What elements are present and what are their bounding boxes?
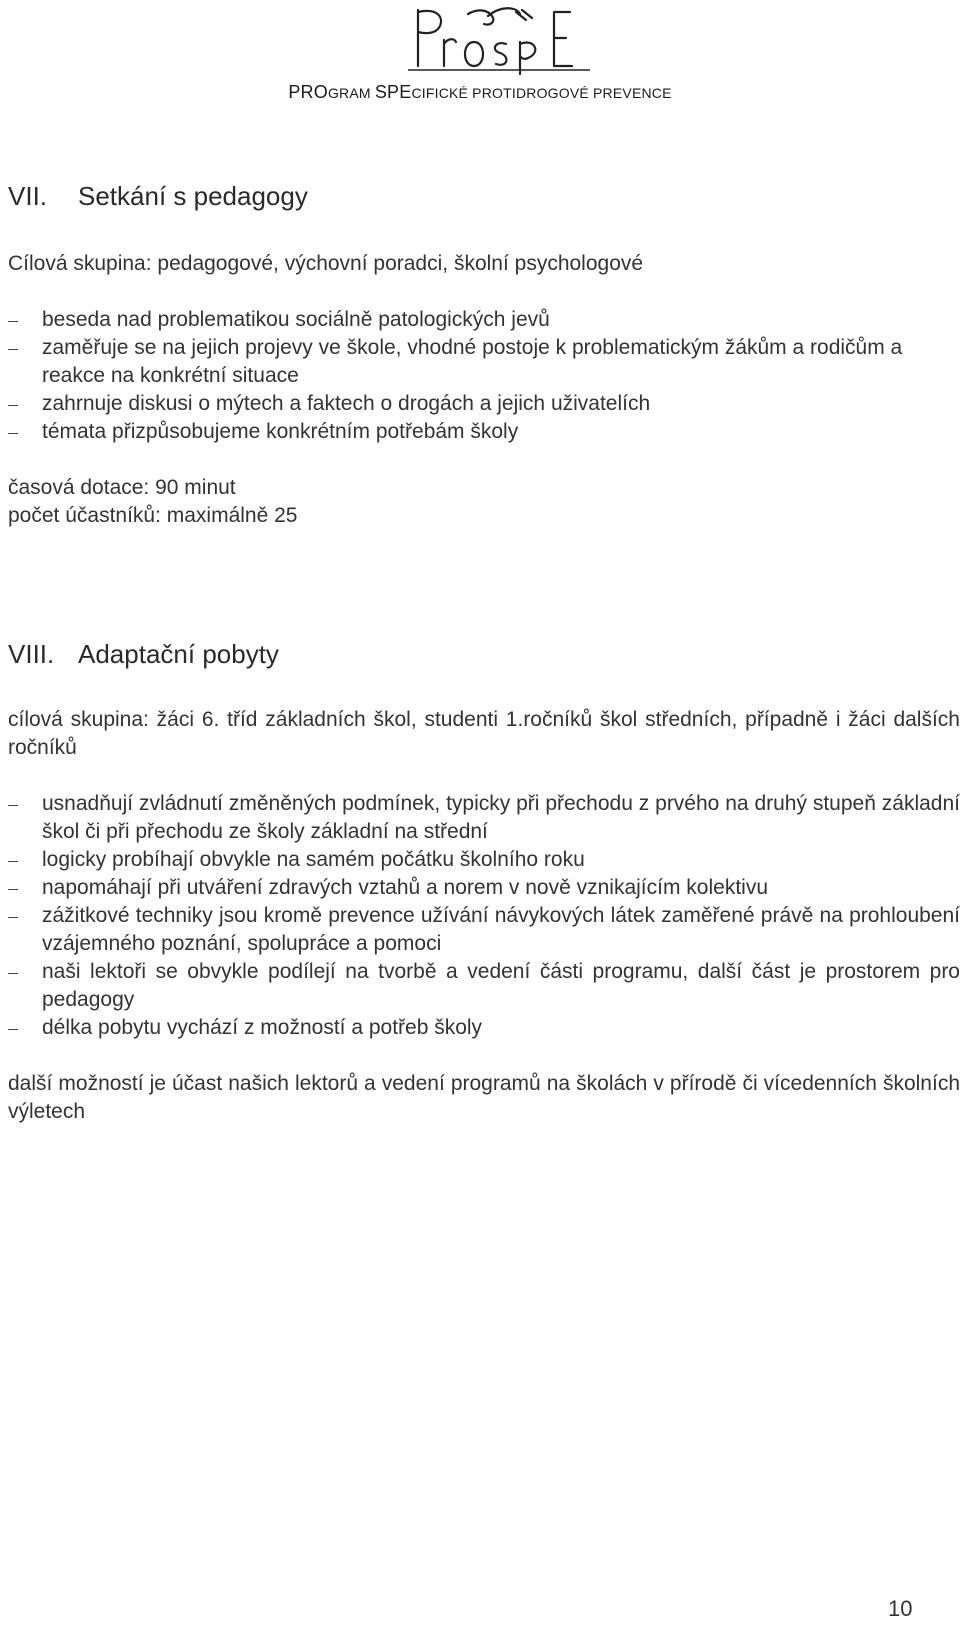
- list-item: [8, 390, 960, 418]
- dash-bullet: [8, 433, 18, 434]
- list-item: [8, 846, 960, 874]
- list-item-text: zážitkové techniky jsou kromě prevence užívání návykových látek zaměřené právě na prohloubení vzájemného poznání, spolupráce a pomoci: [42, 904, 960, 955]
- tagline-part-spe: SPE: [374, 82, 412, 102]
- participant-limit: počet účastníků: maximálně 25: [8, 504, 298, 527]
- prospe-logo: [404, 4, 594, 82]
- dash-bullet: [8, 349, 18, 350]
- section-8-title: Adaptační pobyty: [78, 639, 279, 669]
- section-8-list: [8, 790, 960, 1042]
- dash-bullet: [8, 861, 18, 862]
- list-item-text: zaměřuje se na jejich projevy ve škole, vhodné postoje k problematickým žákům a rodičům a reakce na konkrétní situace: [42, 336, 903, 387]
- section-7-target-group: Cílová skupina: pedagogové, výchovní poradci, školní psychologové: [8, 252, 644, 275]
- closing-paragraph: další možností je účast našich lektorů a vedení programů na školách v přírodě či vícedenních školních výletech: [8, 1072, 960, 1123]
- list-item-text: logicky probíhají obvykle na samém počátku školního roku: [42, 848, 585, 871]
- list-item-text: naši lektoři se obvykle podílejí na tvorbě a vedení části programu, další část je prostorem pro pedagogy: [42, 960, 960, 1011]
- time-allocation: časová dotace: 90 minut: [8, 476, 236, 499]
- list-item-text: témata přizpůsobujeme konkrétním potřebám školy: [42, 420, 519, 443]
- page-header: [0, 0, 960, 110]
- list-item: [8, 958, 960, 1014]
- list-item: [8, 334, 960, 390]
- dash-bullet: [8, 973, 18, 974]
- list-item-text: délka pobytu vychází z možností a potřeb školy: [42, 1016, 483, 1039]
- dash-bullet: [8, 889, 18, 890]
- list-item: [8, 1014, 960, 1042]
- dash-bullet: [8, 321, 18, 322]
- list-item: [8, 306, 960, 334]
- list-item: [8, 790, 960, 846]
- list-item: [8, 902, 960, 958]
- program-tagline: [0, 82, 960, 103]
- list-item: [8, 418, 960, 446]
- section-7-title: Setkání s pedagogy: [78, 181, 308, 211]
- section-7-list: [8, 306, 960, 446]
- tagline-part-pro: PRO: [288, 82, 328, 102]
- tagline-part-rest: CIFICKÉ PROTIDROGOVÉ PREVENCE: [411, 85, 672, 101]
- list-item-text: napomáhají při utváření zdravých vztahů a norem v nově vznikajícím kolektivu: [42, 876, 769, 899]
- dash-bullet: [8, 805, 18, 806]
- section-8-heading: [8, 639, 279, 670]
- list-item-text: zahrnuje diskusi o mýtech a faktech o drogách a jejich uživatelích: [42, 392, 651, 415]
- tagline-part-gram: GRAM: [327, 85, 375, 101]
- section-8-number: VIII.: [8, 639, 55, 669]
- section-7-number: VII.: [8, 181, 48, 211]
- dash-bullet: [8, 917, 18, 918]
- list-item: [8, 874, 960, 902]
- dash-bullet: [8, 1029, 18, 1030]
- list-item-text: usnadňují zvládnutí změněných podmínek, typicky při přechodu z prvého na druhý stupeň základní škol či při přechodu ze školy základní na střední: [42, 792, 960, 843]
- page-number: 10: [888, 1596, 913, 1621]
- svg-text:PROSPE: PROSPE: [478, 70, 520, 81]
- dash-bullet: [8, 405, 18, 406]
- section-7-heading: [8, 181, 308, 212]
- list-item-text: beseda nad problematikou sociálně patologických jevů: [42, 308, 550, 331]
- section-8-target-group: cílová skupina: žáci 6. tříd základních škol, studenti 1.ročníků škol středních, případně i žáci dalších ročníků: [8, 708, 960, 759]
